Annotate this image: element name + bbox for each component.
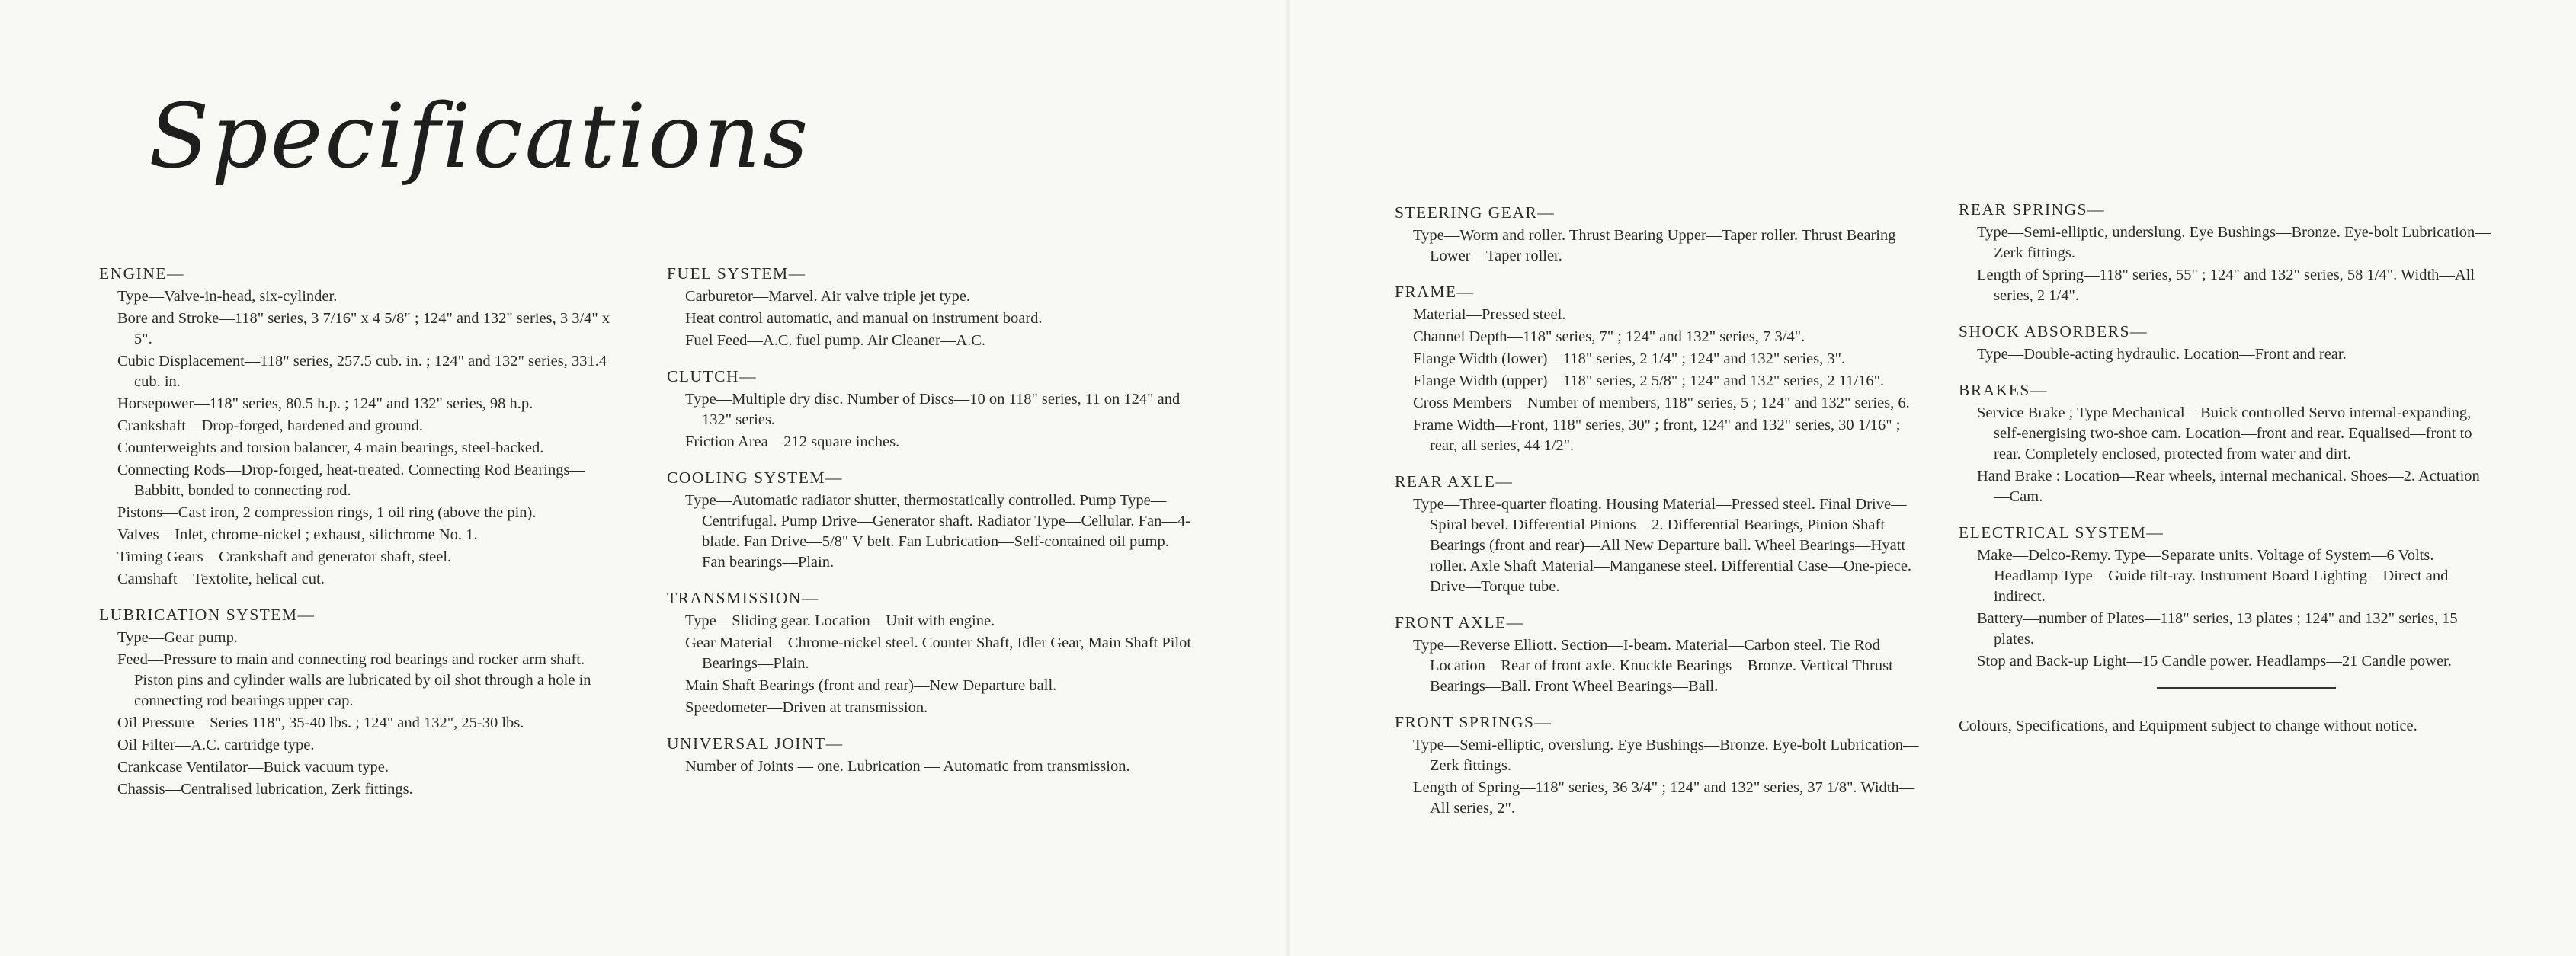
- spec-item: Flange Width (upper)—118" series, 2 5/8" ; 124" and 132" series, 2 11/16".: [1413, 372, 1885, 389]
- spec-item: Speedometer—Driven at transmission.: [685, 699, 928, 716]
- spec-section: [667, 588, 1193, 718]
- spec-item: Battery—number of Plates—118" series, 13 plates ; 124" and 132" series, 15 plates.: [1977, 610, 2458, 647]
- spec-item: Channel Depth—118" series, 7" ; 124" and 132" series, 7 3/4".: [1413, 328, 1805, 345]
- spec-item: Material—Pressed steel.: [1413, 306, 1566, 323]
- spec-item: Number of Joints — one. Lubrication — Automatic from transmission.: [685, 758, 1130, 775]
- spec-item: Type—Worm and roller. Thrust Bearing Upper—Taper roller. Thrust Bearing Lower—Taper roller.: [1413, 227, 1896, 264]
- spec-item: Friction Area—212 square inches.: [685, 433, 900, 450]
- spec-item: Flange Width (lower)—118" series, 2 1/4" ; 124" and 132" series, 3".: [1413, 350, 1846, 367]
- column-4: [1959, 200, 2492, 737]
- section-heading: FRAME—: [1395, 283, 1475, 301]
- section-heading: FRONT AXLE—: [1395, 613, 1524, 631]
- section-heading: REAR AXLE—: [1395, 472, 1514, 491]
- spec-item: Type—Sliding gear. Location—Unit with engine.: [685, 612, 995, 629]
- spec-item: Gear Material—Chrome-nickel steel. Counter Shaft, Idler Gear, Main Shaft Pilot Bearings—Plain.: [685, 635, 1192, 672]
- spec-section: [1959, 523, 2492, 672]
- section-heading: FUEL SYSTEM—: [667, 264, 806, 283]
- section-heading: STEERING GEAR—: [1395, 203, 1556, 222]
- section-heading: TRANSMISSION—: [667, 589, 819, 607]
- spec-section: [1959, 380, 2492, 507]
- divider-rule: [2157, 687, 2336, 689]
- spec-item: Horsepower—118" series, 80.5 h.p. ; 124" and 132" series, 98 h.p.: [117, 395, 533, 412]
- spec-item: Type—Double-acting hydraulic. Location—Front and rear.: [1977, 346, 2347, 363]
- section-heading: LUBRICATION SYSTEM—: [99, 606, 316, 624]
- spec-item: Timing Gears—Crankshaft and generator shaft, steel.: [117, 548, 452, 565]
- spec-item: Feed—Pressure to main and connecting rod bearings and rocker arm shaft. Piston pins and cylinder walls are lubricated by oil shot through a hole in connecting rod bearings upper cap.: [117, 651, 591, 709]
- spec-section: [667, 264, 1193, 351]
- spec-item: Cross Members—Number of members, 118" series, 5 ; 124" and 132" series, 6.: [1413, 395, 1910, 411]
- spec-item: Oil Pressure—Series 118", 35-40 lbs. ; 124" and 132", 25-30 lbs.: [117, 715, 524, 731]
- section-heading: BRAKES—: [1959, 381, 2048, 399]
- spec-item: Type—Semi-elliptic, underslung. Eye Bushings—Bronze. Eye-bolt Lubrication—Zerk fittings.: [1977, 224, 2491, 261]
- section-heading: ENGINE—: [99, 264, 185, 283]
- spec-item: Frame Width—Front, 118" series, 30" ; front, 124" and 132" series, 30 1/16" ; rear, all series, 44 1/2".: [1413, 417, 1901, 454]
- spec-item: Crankcase Ventilator—Buick vacuum type.: [117, 759, 389, 775]
- footnote: Colours, Specifications, and Equipment subject to change without notice.: [1959, 718, 2417, 734]
- spec-section: [1395, 203, 1928, 267]
- spec-section: [1395, 612, 1928, 697]
- spec-section: [667, 734, 1193, 777]
- spec-item: Connecting Rods—Drop-forged, heat-treated. Connecting Rod Bearings—Babbitt, bonded to connecting rod.: [117, 462, 585, 499]
- spec-item: Type—Multiple dry disc. Number of Discs—10 on 118" series, 11 on 124" and 132" series.: [685, 391, 1181, 428]
- spec-section: [1959, 321, 2492, 365]
- section-heading: SHOCK ABSORBERS—: [1959, 322, 2148, 341]
- section-heading: FRONT SPRINGS—: [1395, 713, 1552, 731]
- spec-item: Type—Gear pump.: [117, 629, 238, 646]
- spec-section: [667, 366, 1193, 452]
- column-3: [1395, 203, 1928, 834]
- section-heading: COOLING SYSTEM—: [667, 468, 843, 487]
- spec-item: Hand Brake : Location—Rear wheels, internal mechanical. Shoes—2. Actuation—Cam.: [1977, 468, 2480, 505]
- spec-item: Type—Semi-elliptic, overslung. Eye Bushings—Bronze. Eye-bolt Lubrication—Zerk fittings.: [1413, 737, 1919, 774]
- spec-item: Type—Valve-in-head, six-cylinder.: [117, 288, 338, 305]
- spec-item: Fuel Feed—A.C. fuel pump. Air Cleaner—A.C.: [685, 332, 986, 349]
- spec-item: Length of Spring—118" series, 36 3/4" ; 124" and 132" series, 37 1/8". Width—All series, 2".: [1413, 779, 1915, 817]
- spec-item: Valves—Inlet, chrome-nickel ; exhaust, silichrome No. 1.: [117, 526, 478, 543]
- section-heading: CLUTCH—: [667, 367, 757, 385]
- section-heading: REAR SPRINGS—: [1959, 200, 2106, 219]
- spec-item: Main Shaft Bearings (front and rear)—New Departure ball.: [685, 677, 1057, 694]
- spec-item: Crankshaft—Drop-forged, hardened and ground.: [117, 417, 423, 434]
- spec-item: Carburetor—Marvel. Air valve triple jet type.: [685, 288, 971, 305]
- section-heading: ELECTRICAL SYSTEM—: [1959, 523, 2164, 542]
- spec-section: [1395, 712, 1928, 819]
- spec-section: [99, 264, 625, 590]
- spec-item: Stop and Back-up Light—15 Candle power. Headlamps—21 Candle power.: [1977, 653, 2452, 670]
- spec-item: Chassis—Centralised lubrication, Zerk fittings.: [117, 781, 413, 798]
- spec-item: Oil Filter—A.C. cartridge type.: [117, 737, 315, 753]
- spec-section: [1395, 472, 1928, 597]
- spec-section: [1395, 282, 1928, 456]
- spec-item: Pistons—Cast iron, 2 compression rings, 1 oil ring (above the pin).: [117, 504, 537, 521]
- spec-item: Type—Three-quarter floating. Housing Material—Pressed steel. Final Drive—Spiral bevel. Differential Pinions—2. Differential Bearings, Pinion Shaft Bearings (front and rear)—All New Departure ball. Wheel Bearings—Hyatt roller. Axle Shaft Material—Manganese steel. Differential Case—One-piece. Drive—Torque tube.: [1413, 496, 1912, 595]
- spec-item: Type—Reverse Elliott. Section—I-beam. Material—Carbon steel. Tie Rod Location—Rear of front axle. Knuckle Bearings—Bronze. Vertical Thrust Bearings—Ball. Front Wheel Bearings—Ball.: [1413, 637, 1893, 695]
- spec-section: [667, 468, 1193, 573]
- column-1: [99, 264, 625, 815]
- spec-item: Service Brake ; Type Mechanical—Buick controlled Servo internal-expanding, self-energising two-shoe cam. Location—front and rear. Equalised—front to rear. Completely enclosed, protected from water and dirt.: [1977, 404, 2472, 462]
- right-page: [1288, 0, 2576, 956]
- section-heading: UNIVERSAL JOINT—: [667, 734, 844, 753]
- spec-section: [1959, 200, 2492, 306]
- spec-item: Camshaft—Textolite, helical cut.: [117, 571, 325, 587]
- spec-item: Heat control automatic, and manual on instrument board.: [685, 310, 1043, 327]
- spec-item: Cubic Displacement—118" series, 257.5 cub. in. ; 124" and 132" series, 331.4 cub. in.: [117, 353, 607, 390]
- column-2: [667, 264, 1193, 792]
- page-title: Specifications: [149, 85, 811, 188]
- spec-section: [99, 605, 625, 800]
- spec-item: Make—Delco-Remy. Type—Separate units. Voltage of System—6 Volts. Headlamp Type—Guide tilt-ray. Instrument Board Lighting—Direct and indirect.: [1977, 547, 2449, 605]
- spec-item: Type—Automatic radiator shutter, thermostatically controlled. Pump Type—Centrifugal. Pump Drive—Generator shaft. Radiator Type—Cellular. Fan—4-blade. Fan Drive—5/8" V belt. Fan Lubrication—Self-contained oil pump. Fan bearings—Plain.: [685, 492, 1190, 571]
- spec-item: Counterweights and torsion balancer, 4 main bearings, steel-backed.: [117, 440, 544, 456]
- spec-item: Bore and Stroke—118" series, 3 7/16" x 4 5/8" ; 124" and 132" series, 3 3/4" x 5".: [117, 310, 610, 347]
- spec-item: Length of Spring—118" series, 55" ; 124" and 132" series, 58 1/4". Width—All series, 2 1/4".: [1977, 267, 2475, 304]
